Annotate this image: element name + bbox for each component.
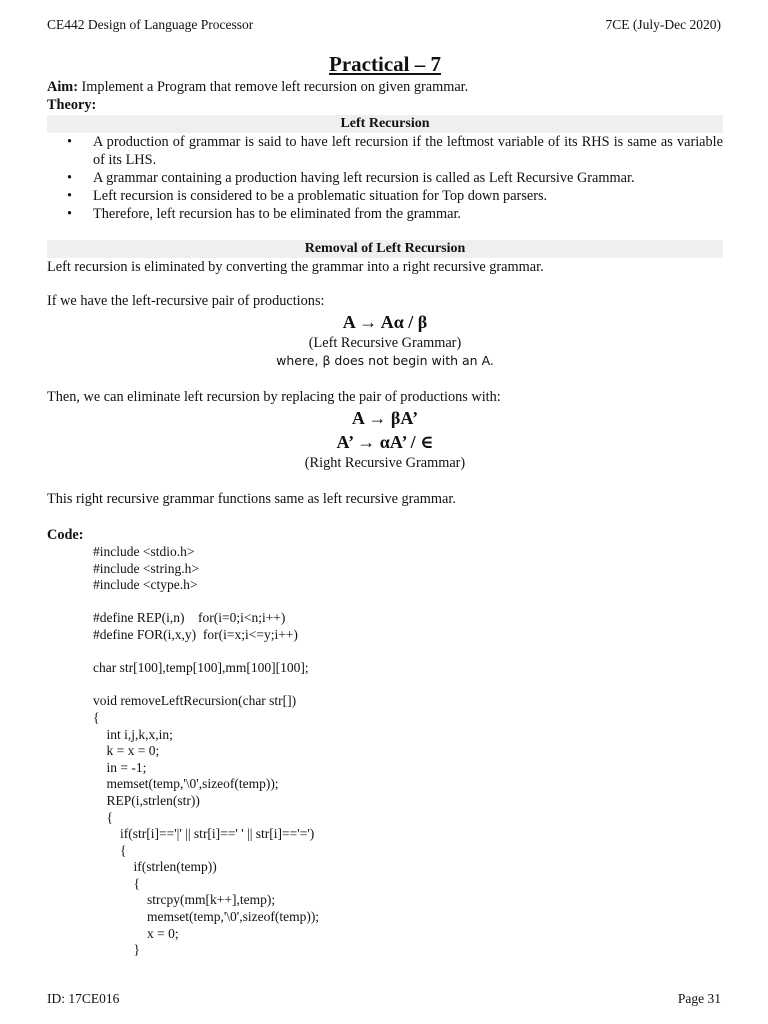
header-semester: 7CE (July-Dec 2020) xyxy=(605,17,721,32)
code-line: void removeLeftRecursion(char str[]) xyxy=(93,693,297,709)
right-recursive-caption: (Right Recursive Grammar) xyxy=(304,455,466,471)
aim-line xyxy=(47,78,723,96)
bullet-text: A grammar containing a production having left recursion is called as Left Recursive Grammar. xyxy=(93,170,635,186)
footer-student-id: ID: 17CE016 xyxy=(47,991,120,1006)
code-line: { xyxy=(93,809,113,825)
code-line: x = 0; xyxy=(93,925,179,941)
theory-label: Theory: xyxy=(47,97,97,113)
code-line: int i,j,k,x,in; xyxy=(93,726,173,742)
aim-text: Implement a Program that remove left recursion on given grammar. xyxy=(77,79,469,95)
page-title: Practical – 7 xyxy=(329,52,441,76)
code-line: REP(i,strlen(str)) xyxy=(93,792,200,808)
bullet-icon: • xyxy=(67,170,73,186)
then-text: Then, we can eliminate left recursion by replacing the pair of productions with: xyxy=(47,389,501,405)
code-line: #define FOR(i,x,y) for(i=x;i<=y;i++) xyxy=(93,626,298,642)
code-line: memset(temp,'\0',sizeof(temp)); xyxy=(93,776,279,792)
bullet-text: Left recursion is considered to be a problematic situation for Top down parsers. xyxy=(93,188,548,204)
closing-text: This right recursive grammar functions same as left recursive grammar. xyxy=(47,491,456,507)
bullet-item xyxy=(47,169,723,187)
code-line: #define REP(i,n) for(i=0;i<n;i++) xyxy=(93,610,286,626)
right-recursive-equation-1: A → βA’ xyxy=(351,408,419,428)
code-line: strcpy(mm[k++],temp); xyxy=(93,892,276,908)
code-line: k = x = 0; xyxy=(93,743,160,759)
header-course: CE442 Design of Language Processor xyxy=(47,17,254,32)
code-line: { xyxy=(93,709,100,725)
code-line: memset(temp,'\0',sizeof(temp)); xyxy=(93,909,320,925)
bullet-icon: • xyxy=(67,188,73,204)
left-recursive-equation: A → Aα / β xyxy=(342,312,428,332)
left-recursion-bullets xyxy=(47,133,723,223)
page-content xyxy=(47,52,723,959)
beta-note: where, β does not begin with an A. xyxy=(276,353,494,368)
code-line: char str[100],temp[100],mm[100][100]; xyxy=(93,660,309,676)
bullet-text: Therefore, left recursion has to be eliminated from the grammar. xyxy=(93,206,461,222)
bullet-item xyxy=(47,187,723,205)
code-label: Code: xyxy=(47,527,84,543)
code-line: if(strlen(temp)) xyxy=(93,859,217,875)
code-line xyxy=(93,677,723,694)
code-line: in = -1; xyxy=(93,759,147,775)
section-heading-removal: Removal of Left Recursion xyxy=(47,240,723,258)
bullet-item xyxy=(47,133,723,169)
right-recursive-equation-2: A’ → αA’ / ∈ xyxy=(336,432,434,452)
bullet-item xyxy=(47,205,723,223)
code-line: #include <stdio.h> xyxy=(93,544,195,559)
aim-label: Aim: xyxy=(47,79,78,95)
code-block xyxy=(47,544,723,959)
code-line xyxy=(93,594,723,611)
left-recursive-caption: (Left Recursive Grammar) xyxy=(308,335,462,351)
if-productions-text: If we have the left-recursive pair of productions: xyxy=(47,293,325,309)
code-line: #include <ctype.h> xyxy=(93,577,198,593)
footer-page-number: Page 31 xyxy=(677,991,721,1006)
code-line: { xyxy=(93,842,127,858)
code-line: } xyxy=(93,942,140,958)
code-line: { xyxy=(93,875,140,891)
bullet-icon: • xyxy=(67,206,73,222)
section-heading-left-recursion: Left Recursion xyxy=(47,115,723,133)
code-line: if(str[i]=='|' || str[i]==' ' || str[i]=='=') xyxy=(93,826,315,842)
bullet-text: A production of grammar is said to have left recursion if the leftmost variable of its RHS is same as variable of its LHS. xyxy=(93,134,723,168)
code-line: #include <string.h> xyxy=(93,560,199,576)
code-line xyxy=(93,644,723,661)
removal-intro: Left recursion is eliminated by converting the grammar into a right recursive grammar. xyxy=(47,259,544,275)
bullet-icon: • xyxy=(67,134,73,150)
